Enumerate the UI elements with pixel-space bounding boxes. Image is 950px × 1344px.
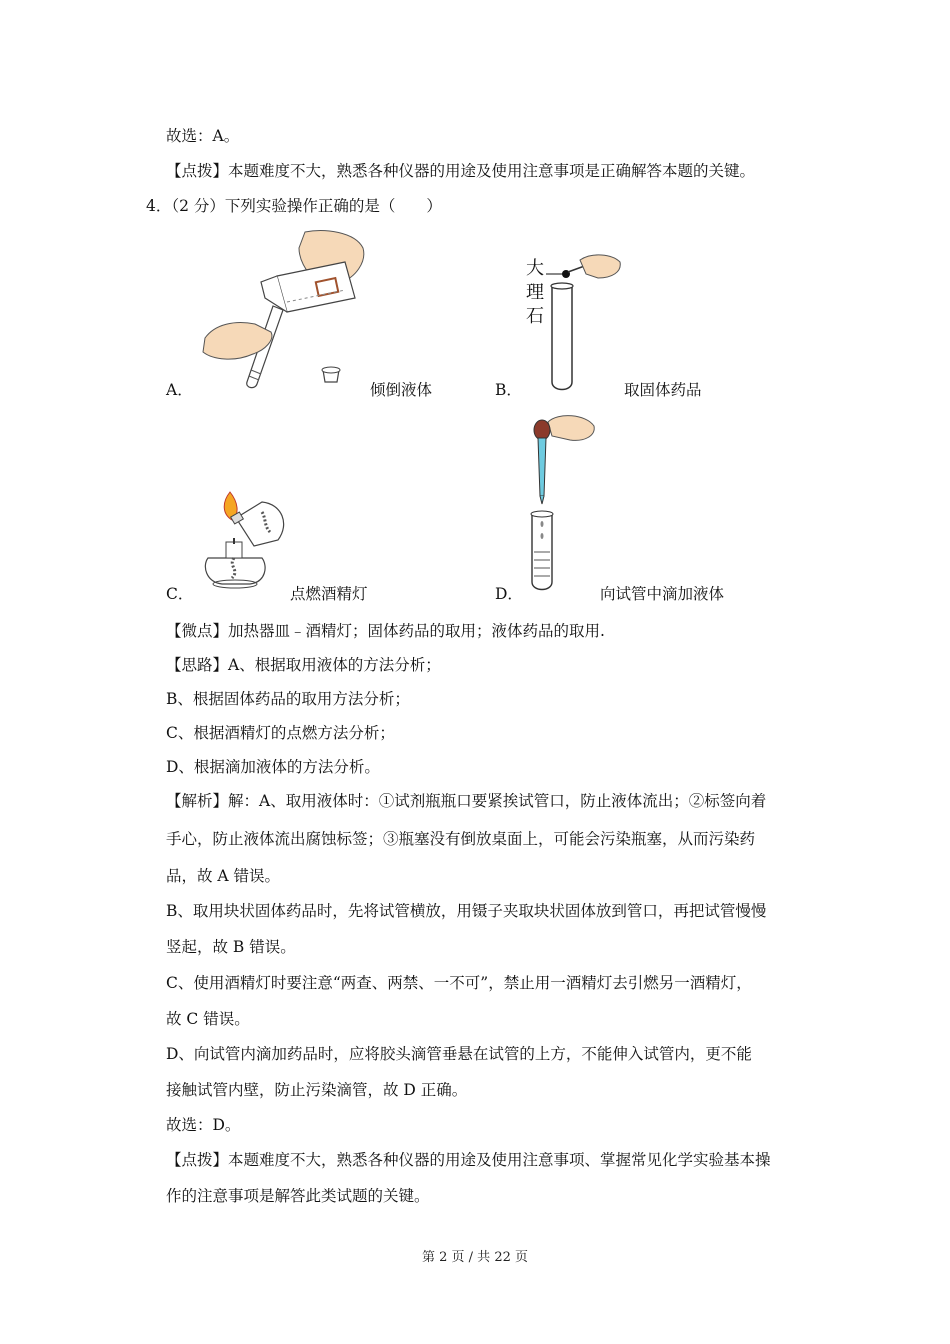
analysis-solution: 品，故 A 错误。 [166,867,281,885]
marble-label-char: 石 [526,306,544,327]
previous-tip: 【点拨】本题难度不大，熟悉各种仪器的用途及使用注意事项是正确解答本题的关键。 [166,162,756,180]
figure-dropper [518,412,598,592]
page-number: 2 [439,1250,448,1265]
option-c-caption: 点燃酒精灯 [290,585,368,603]
figure-pouring-liquid [195,228,375,394]
marble-label-char: 理 [526,282,544,303]
previous-answer: 故选：A。 [166,127,240,145]
option-c-letter: C． [166,585,194,603]
analysis-solution: D、向试管内滴加药品时，应将胶头滴管垂悬在试管的上方，不能伸入试管内，更不能 [166,1045,752,1063]
tip: 作的注意事项是解答此类试题的关键。 [166,1187,430,1205]
option-a-letter: A． [166,381,193,399]
analysis-idea-b: B、根据固体药品的取用方法分析； [166,690,410,708]
analysis-solution: 接触试管内壁，防止污染滴管，故 D 正确。 [166,1081,468,1099]
analysis-solution: 【解析】解：A、取用液体时：①试剂瓶瓶口要紧挨试管口，防止液体流出；②标签向着 [166,792,767,810]
option-b-letter: B． [495,381,522,399]
analysis-idea-d: D、根据滴加液体的方法分析。 [166,758,380,776]
marble-label-char: 大 [526,258,544,279]
option-a-caption: 倾倒液体 [370,381,433,399]
analysis-micro: 【微点】加热器皿﹣酒精灯；固体药品的取用；液体药品的取用. [166,622,605,640]
page-total: 22 [494,1250,511,1265]
figure-alcohol-lamp [192,484,292,592]
analysis-solution: 竖起，故 B 错误。 [166,938,296,956]
analysis-idea-c: C、根据酒精灯的点燃方法分析； [166,724,395,742]
analysis-solution: C、使用酒精灯时要注意“两查、两禁、一不可”，禁止用一酒精灯去引燃另一酒精灯， [166,974,752,992]
option-d-caption: 向试管中滴加液体 [600,585,725,603]
option-b-caption: 取固体药品 [624,381,702,399]
final-answer: 故选：D。 [166,1116,241,1134]
analysis-solution: 手心，防止液体流出腐蚀标签；③瓶塞没有倒放桌面上，可能会污染瓶塞，从而污染药 [166,830,756,848]
tip: 【点拨】本题难度不大，熟悉各种仪器的用途及使用注意事项、掌握常见化学实验基本操 [166,1151,771,1169]
analysis-idea: 【思路】A、根据取用液体的方法分析； [166,656,441,674]
figure-solid-reagent [520,250,630,392]
question-stem: 4．（2 分）下列实验操作正确的是（ ） [146,197,442,215]
analysis-solution: 故 C 错误。 [166,1010,250,1028]
option-d-letter: D． [495,585,523,603]
analysis-solution: B、取用块状固体药品时，先将试管横放，用镊子夹取块状固体放到管口，再把试管慢慢 [166,902,767,920]
page-footer: 第 2 页 / 共 22 页 [421,1250,529,1265]
